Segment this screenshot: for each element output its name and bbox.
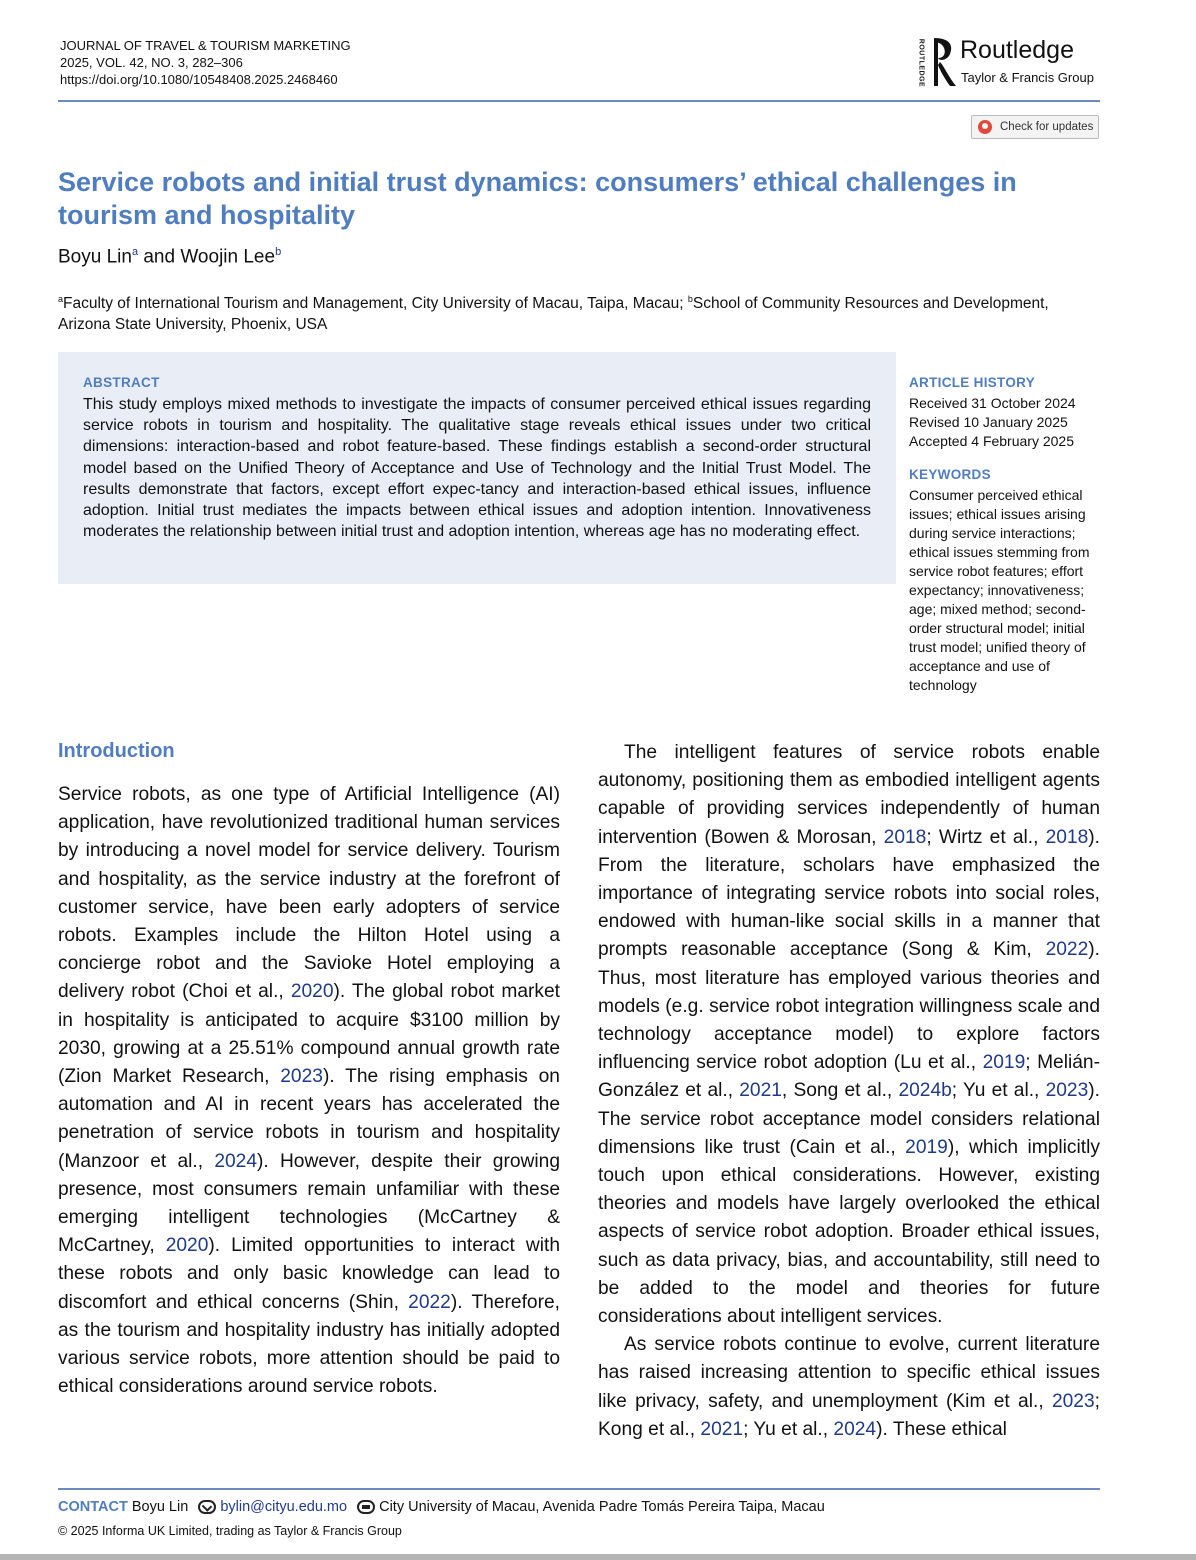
author-1[interactable]: Boyu Lin — [58, 246, 132, 268]
citation-link[interactable]: 2023 — [1051, 1390, 1095, 1412]
citation-link[interactable]: 2020 — [290, 981, 334, 1003]
citation-link[interactable]: 2018 — [883, 826, 927, 848]
citation-link[interactable]: 2021 — [739, 1080, 782, 1102]
publisher-name: Routledge — [960, 36, 1074, 64]
history-accepted: Accepted 4 February 2025 — [909, 433, 1074, 449]
affiliation-a: Faculty of International Tourism and Management, City University of Macau, Taipa, Macau; — [63, 295, 688, 313]
doi-link[interactable]: https://doi.org/10.1080/10548408.2025.2468460 — [60, 72, 338, 87]
citation-link[interactable]: 2019 — [982, 1052, 1026, 1074]
crossmark-icon — [978, 120, 992, 134]
volume-info: 2025, VOL. 42, NO. 3, 282–306 — [60, 55, 243, 70]
citation-link[interactable]: 2024b — [898, 1080, 952, 1102]
citation-link[interactable]: 2020 — [165, 1235, 209, 1257]
citation-link[interactable]: 2024 — [214, 1150, 257, 1172]
citation-link[interactable]: 2022 — [1045, 939, 1089, 961]
abstract-text: This study employs mixed methods to investigate the impacts of consumer perceived ethical issues regarding service robots in tourism and hospitality. The qualitative stage reveals ethical issues under two critical dimensions: interaction-based and robot feature-based. These findings establish a second-order structural model based on the Unified Theory of Acceptance and Use of Technology and the Initial Trust Model. The results demonstrate that factors, except effort expec-tancy and interaction-based ethical issues, influence adoption. Initial trust mediates the impacts between ethical issues and adoption intention. Innovativeness moderates the relationship between initial trust and adoption intention, whereas age has no moderating effect. — [83, 396, 871, 541]
contact-label: CONTACT — [58, 1499, 128, 1515]
journal-name: JOURNAL OF TRAVEL & TOURISM MARKETING — [60, 38, 351, 53]
body-column-left — [58, 781, 560, 1401]
paragraph: The intelligent features of service robots enable autonomy, positioning them as embodied intelligent agents capable of providing services independently of human intervention (Bowen & Morosan, 2018; Wirtz et al., 2018). From the literature, scholars have emphasized the importance of integrating service robots into social roles, endowed with human-like social skills in a manner that prompts reasonable acceptance (Song & Kim, 2022). Thus, most literature has employed various theories and models (e.g. service robot integration willingness scale and technology acceptance model) to explore factors influencing service robot adoption (Lu et al., 2019; Melián-González et al., 2021, Song et al., 2024b; Yu et al., 2023). The service robot acceptance model considers relational dimensions like trust (Cain et al., 2019), which implicitly touch upon ethical considerations. However, existing theories and models have largely overlooked the ethical aspects of service robot adoption. Broader ethical issues, such as data privacy, bias, and accountability, still need to be added to the model and theories for future considerations about intelligent services. — [598, 742, 1100, 1328]
history-heading: ARTICLE HISTORY — [909, 375, 1036, 390]
affil-a-mark: a — [58, 294, 64, 304]
author-1-affil-mark[interactable]: a — [131, 246, 139, 258]
citation-link[interactable]: 2023 — [280, 1066, 323, 1088]
body-column-right — [598, 739, 1100, 1444]
contact-line — [58, 1499, 825, 1515]
author-and: and — [138, 246, 181, 268]
journal-info — [60, 37, 351, 88]
email-link[interactable]: bylin@cityu.edu.mo — [220, 1499, 348, 1515]
article-title: Service robots and initial trust dynamics: consumers’ ethical challenges in tourism and hospitality — [58, 167, 1017, 230]
check-updates-label: Check for updates — [1000, 121, 1094, 133]
author-2[interactable]: Woojin Lee — [180, 246, 276, 268]
contact-address: City University of Macau, Avenida Padre Tomás Pereira Taipa, Macau — [379, 1499, 825, 1515]
author-2-affil-mark[interactable]: b — [275, 246, 282, 258]
bottom-edge — [0, 1554, 1196, 1560]
author-line — [58, 246, 281, 268]
abstract-heading: ABSTRACT — [83, 375, 160, 390]
citation-link[interactable]: 2022 — [408, 1291, 451, 1313]
citation-link[interactable]: 2018 — [1045, 826, 1089, 848]
publisher-group: Taylor & Francis Group — [961, 70, 1094, 85]
copyright: © 2025 Informa UK Limited, trading as Taylor & Francis Group — [58, 1524, 402, 1538]
email-icon — [198, 1500, 216, 1514]
keywords-text: Consumer perceived ethical issues; ethical issues arising during service interactions; ethical issues stemming from service robot features; effort expectancy; innovativeness; age; mixed method; second-order structural model; initial trust model; unified theory of acceptance and use of technology — [909, 487, 1090, 693]
publisher-side-label: ROUTLEDGE — [917, 38, 925, 88]
address-icon — [357, 1500, 375, 1514]
check-updates-button[interactable] — [971, 115, 1099, 139]
history-received: Received 31 October 2024 — [909, 395, 1076, 411]
paragraph: Service robots, as one type of Artificial Intelligence (AI) application, have revolutionized traditional human services by introducing a novel model for service delivery. Tourism and hospitality, as the service industry at the forefront of customer service, have been early adopters of service robots. Examples include the Hilton Hotel using a concierge robot and the Savioke Hotel employing a delivery robot (Choi et al., 2020). The global robot market in hospitality is anticipated to acquire $3100 million by 2030, growing at a 25.51% compound annual growth rate (Zion Market Research, 2023). The rising emphasis on automation and AI in recent years has accelerated the penetration of service robots in tourism and hospitality (Manzoor et al., 2024). However, despite their growing presence, most consumers remain unfamiliar with these emerging intelligent technologies (McCartney & McCartney, 2020). Limited opportunities to interact with these robots and only basic knowledge can lead to discomfort and ethical concerns (Shin, 2022). Therefore, as the tourism and hospitality industry has initially adopted various service robots, more attention should be paid to ethical considerations around service robots. — [58, 784, 560, 1398]
routledge-mark-icon — [930, 36, 958, 88]
citation-link[interactable]: 2019 — [905, 1136, 948, 1158]
paragraph: As service robots continue to evolve, current literature has raised increasing attention to specific ethical issues like privacy, safety, and unemployment (Kim et al., 2023; Kong et al., 2021; Yu et al., 2024). These ethical — [598, 1334, 1100, 1440]
citation-link[interactable]: 2023 — [1045, 1080, 1089, 1102]
publisher-logo — [914, 36, 1104, 90]
section-heading-introduction: Introduction — [58, 740, 175, 762]
affiliations — [58, 289, 1103, 335]
affiliation-b: School of Community Resources and Development, Arizona State University, Phoenix, USA — [58, 295, 1049, 334]
affil-b-mark: b — [687, 294, 693, 304]
citation-link[interactable]: 2024 — [833, 1418, 877, 1440]
keywords-heading: KEYWORDS — [909, 467, 991, 482]
citation-link[interactable]: 2021 — [700, 1418, 744, 1440]
footer-divider — [58, 1488, 1100, 1490]
history-revised: Revised 10 January 2025 — [909, 414, 1068, 430]
contact-name: Boyu Lin — [131, 1499, 189, 1515]
header-divider — [58, 100, 1100, 102]
